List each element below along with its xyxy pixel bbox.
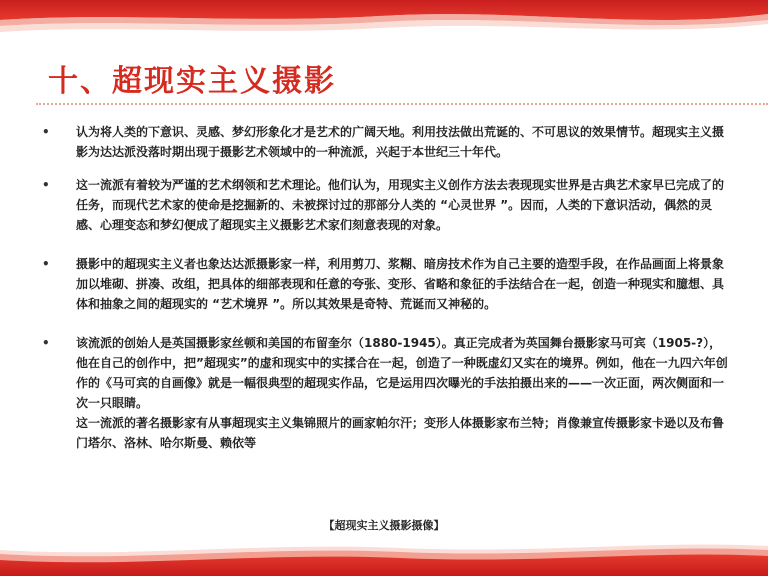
bullet-text: 这一流派有着较为严谨的艺术纲领和艺术理论。他们认为，用现实主义创作方法去表现现实世界是古典艺术家早已完成了的任务，而现代艺术家的使命是挖掘新的、未被探讨过的那部分人类的 “心灵世界 ”。因而，人类的下意识活动，偶然的灵感、心理变态和梦幻便成了超现实主义摄影艺术家们刻意表现的对象。 <box>76 178 725 232</box>
bullet-marker: • <box>42 125 50 139</box>
bullet-item <box>42 122 732 162</box>
bullet-text: 认为将人类的下意识、灵感、梦幻形象化才是艺术的广阔天地。利用技法做出荒诞的、不可思议的效果情节。超现实主义摄影为达达派没落时期出现于摄影艺术领域中的一种流派，兴起于本世纪三十年代。 <box>76 125 725 159</box>
bullet-text: 这一流派的著名摄影家有从事超现实主义集锦照片的画家帕尔汗；变形人体摄影家布兰特；肖像兼宣传摄影家卡逊以及布鲁门塔尔、洛林、哈尔斯曼、赖依等 <box>76 416 725 450</box>
bullet-marker: • <box>42 178 50 192</box>
bullet-item <box>42 175 732 235</box>
slide-title: 十、超现实主义摄影 <box>48 64 336 99</box>
title-divider <box>36 103 768 105</box>
bullet-marker: • <box>42 336 50 350</box>
bottom-red-wave-band <box>0 536 768 576</box>
bullet-marker: • <box>42 257 50 271</box>
slide-footer: 【超现实主义摄影摄像】 <box>323 519 445 532</box>
bullet-text: 摄影中的超现实主义者也象达达派摄影家一样，利用剪刀、浆糊、暗房技术作为自己主要的造型手段，在作品画面上将景象加以堆砌、拼凑、改组，把具体的细部表现和任意的夸张、变形、省略和象征的手法结合在一起，创造一种现实和臆想、具体和抽象之间的超现实的 “艺术境界 ”。所以其效果是奇特、荒诞而又神秘的。 <box>76 257 725 311</box>
top-red-wave-band <box>0 0 768 40</box>
bullet-item <box>42 333 732 453</box>
bullet-list <box>42 122 732 466</box>
bullet-item <box>42 254 732 314</box>
bullet-text: 该流派的创始人是英国摄影家丝顿和美国的布留奎尔（1880-1945）。真正完成者为英国舞台摄影家马可宾（1905-?），他在自己的创作中，把”超现实”的虚和现实中的实揉合在一起，创造了一种既虚幻又实在的境界。例如，他在一九四六年创作的《马可宾的自画像》就是一幅很典型的超现实作品，它是运用四次曝光的手法拍摄出来的——一次正面，两次侧面和一次一只眼睛。 <box>76 336 728 410</box>
